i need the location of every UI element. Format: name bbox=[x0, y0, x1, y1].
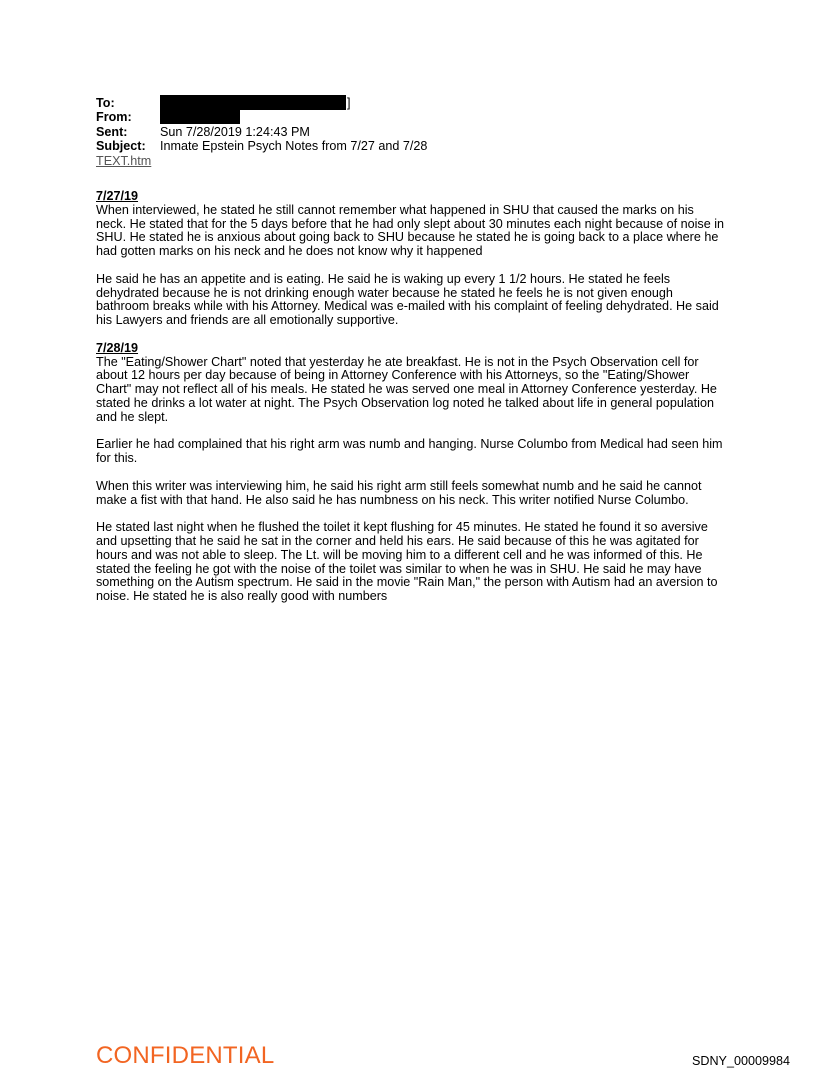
to-row bbox=[96, 96, 736, 110]
note-paragraph: He said he has an appetite and is eating. He said he is waking up every 1 1/2 hours. He stated he feels dehydrated because he is not drinking enough water because he stated he feels he is not given enough bathroom breaks while with his Attorney. Medical was e-mailed with his complaint of feeling dehydrated. He said his Lawyers and friends are all emotionally supportive. bbox=[96, 271, 719, 328]
confidential-stamp: CONFIDENTIAL bbox=[96, 1042, 275, 1069]
note-paragraph: Earlier he had complained that his right arm was numb and hanging. Nurse Columbo from Medical had seen him for this. bbox=[96, 437, 723, 466]
from-redaction bbox=[160, 110, 240, 124]
attachment-link[interactable]: TEXT.htm bbox=[96, 153, 152, 168]
from-label: From: bbox=[96, 110, 132, 125]
to-label: To: bbox=[96, 96, 115, 110]
note-paragraph: When interviewed, he stated he still cannot remember what happened in SHU that caused the marks on his neck. He stated that for the 5 days before that he had only slept about 30 minutes each night because of noise in SHU. He stated he is anxious about going back to SHU because he stated he is going back to a place where he had gotten marks on his neck and he does not know why it happened bbox=[96, 202, 725, 259]
sent-row bbox=[96, 125, 736, 139]
email-header bbox=[96, 96, 736, 168]
email-body bbox=[96, 190, 726, 618]
note-paragraph: He stated last night when he flushed the toilet it kept flushing for 45 minutes. He stated he found it so aversive and upsetting that he said he sat in the corner and held his ears. He said because of this he was agitated for hours and was not able to sleep. The Lt. will be moving him to a different cell and he was informed of this. He stated the feeling he got with the noise of the toilet was similar to when he was in SHU. He said he may have something on the Autism spectrum. He said in the movie "Rain Man," the person with Autism had an aversion to noise. He stated he is also really good with numbers bbox=[96, 520, 718, 604]
section-date-heading: 7/27/19 bbox=[96, 189, 139, 203]
subject-value: Inmate Epstein Psych Notes from 7/27 and 7/28 bbox=[160, 139, 428, 154]
to-suffix: ] bbox=[347, 96, 351, 110]
note-paragraph: When this writer was interviewing him, he said his right arm still feels somewhat numb and he said he cannot make a fist with that hand. He also said he has numbness on his neck. This writer notified Nurse Columbo. bbox=[96, 478, 702, 507]
section-date-heading: 7/28/19 bbox=[96, 340, 139, 355]
bates-number: SDNY_00009984 bbox=[691, 1054, 790, 1068]
subject-label: Subject: bbox=[96, 139, 146, 154]
sent-label: Sent: bbox=[96, 124, 128, 139]
subject-row bbox=[96, 139, 736, 153]
sent-value: Sun 7/28/2019 1:24:43 PM bbox=[160, 124, 310, 139]
note-paragraph: The "Eating/Shower Chart" noted that yesterday he ate breakfast. He is not in the Psych Observation cell for about 12 hours per day because of being in Attorney Conference with his Attorneys, so the "Eating/Shower Chart" may not reflect all of his meals. He stated he was served one meal in Attorney Conference yesterday. He stated he drinks a lot water at night. The Psych Observation log noted he talked about life in general population and he slept. bbox=[96, 354, 717, 424]
to-redaction bbox=[160, 95, 346, 110]
from-row bbox=[96, 110, 736, 124]
